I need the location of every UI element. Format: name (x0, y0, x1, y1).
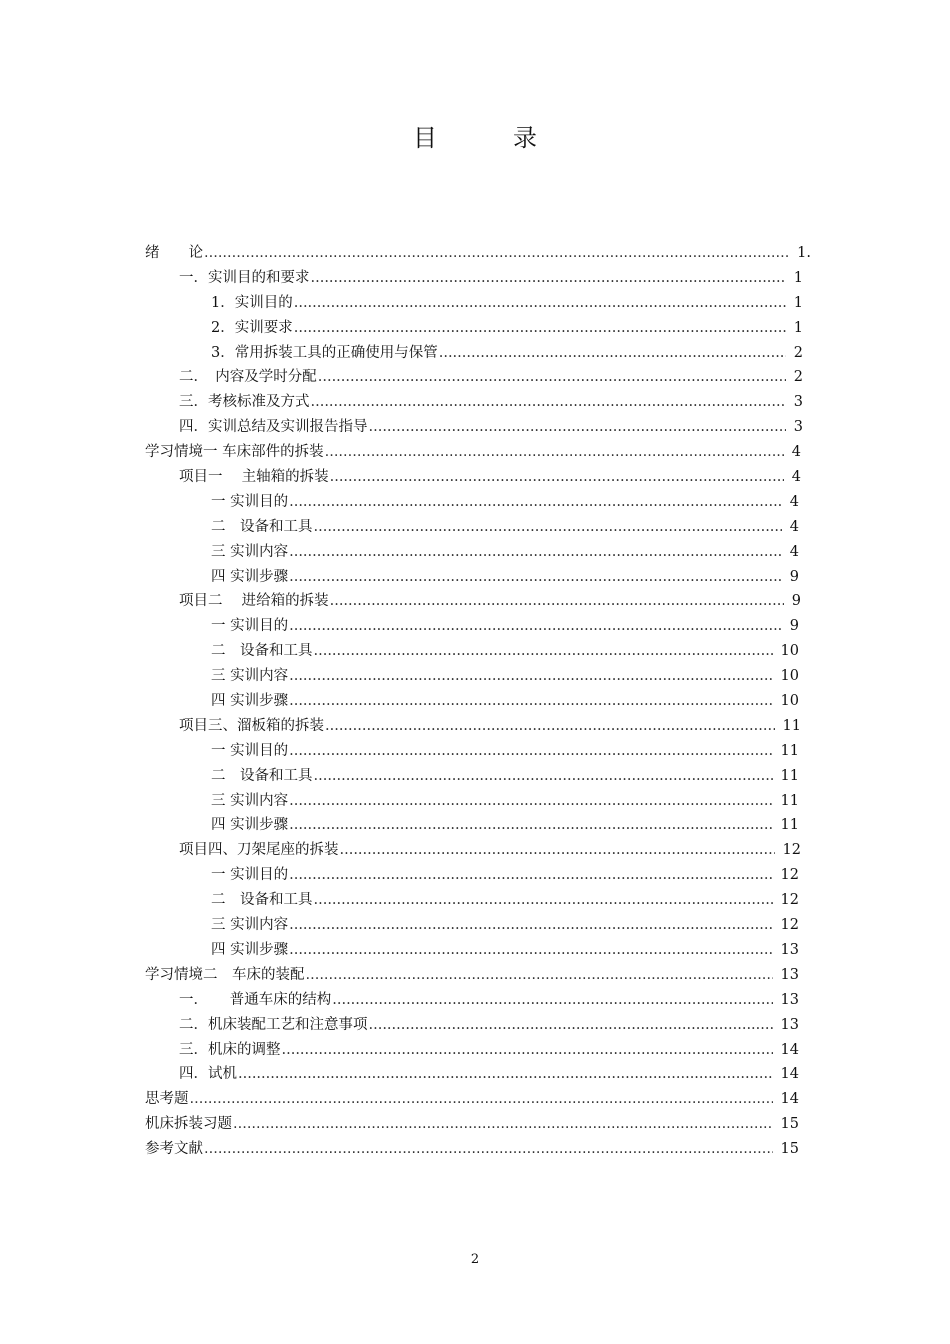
toc-entry[interactable] (145, 689, 811, 714)
toc-entry-label: 一．实训目的和要求 (179, 269, 310, 286)
toc-leader-dots (311, 266, 786, 291)
toc-entry-label: 三 实训内容 (211, 917, 289, 934)
toc-entry[interactable] (145, 938, 811, 963)
toc-leader-dots (369, 1013, 773, 1038)
toc-entry[interactable] (145, 540, 811, 565)
toc-entry-page: 13 (780, 991, 799, 1008)
toc-entry-page: 1 (793, 294, 803, 311)
toc-entry-page: 9 (789, 568, 799, 585)
toc-entry-page: 4 (789, 493, 799, 510)
toc-entry[interactable] (145, 1137, 811, 1162)
toc-entry[interactable] (145, 390, 811, 415)
toc-entry-page: 11 (780, 817, 799, 834)
toc-entry-page: 13 (780, 966, 799, 983)
toc-entry[interactable] (145, 415, 811, 440)
toc-leader-dots (190, 1087, 773, 1112)
toc-entry-page: 1. (797, 245, 811, 261)
toc-leader-dots (314, 639, 773, 664)
toc-entry-label: 四 实训步骤 (211, 941, 289, 958)
toc-entry[interactable] (145, 440, 811, 465)
toc-entry-page: 11 (780, 767, 799, 784)
toc-entry-label: 思考题 (145, 1091, 189, 1108)
toc-entry[interactable] (145, 764, 811, 789)
toc-entry-page: 13 (780, 1016, 799, 1033)
toc-entry-page: 14 (780, 1091, 799, 1108)
toc-entry[interactable] (145, 241, 811, 266)
toc-leader-dots (289, 913, 772, 938)
toc-leader-dots (330, 589, 784, 614)
toc-entry-label: 一 实训目的 (211, 867, 289, 884)
toc-entry[interactable] (145, 714, 811, 739)
toc-leader-dots (204, 241, 789, 266)
toc-entry-label: 学习情境一 车床部件的拆装 (145, 444, 324, 461)
toc-entry-label: 项目三、溜板箱的拆装 (179, 717, 324, 734)
toc-leader-dots (294, 316, 786, 341)
toc-entry[interactable] (145, 789, 811, 814)
toc-entry[interactable] (145, 515, 811, 540)
toc-entry-label: 三 实训内容 (211, 543, 289, 560)
toc-entry-label: 3．常用拆装工具的正确使用与保管 (211, 344, 438, 361)
toc-leader-dots (289, 540, 782, 565)
toc-entry-label: 项目四、刀架尾座的拆装 (179, 842, 339, 859)
toc-entry-page: 3 (793, 419, 803, 436)
toc-leader-dots (325, 440, 784, 465)
toc-leader-dots (314, 515, 782, 540)
toc-entry[interactable] (145, 813, 811, 838)
toc-entry-page: 13 (780, 941, 799, 958)
toc-leader-dots (289, 863, 772, 888)
toc-entry-label: 三 实训内容 (211, 668, 289, 685)
toc-leader-dots (330, 465, 784, 490)
toc-leader-dots (233, 1112, 773, 1137)
toc-entry[interactable] (145, 1013, 811, 1038)
toc-leader-dots (204, 1137, 773, 1162)
toc-entry-label: 学习情境二 车床的装配 (145, 966, 305, 983)
toc-entry-label: 四．实训总结及实训报告指导 (179, 419, 368, 436)
toc-entry-page: 9 (789, 618, 799, 635)
toc-title: 目 录 (413, 124, 563, 152)
toc-entry-label: 二 设备和工具 (211, 643, 313, 660)
toc-entry[interactable] (145, 614, 811, 639)
toc-entry-page: 11 (780, 742, 799, 759)
toc-entry-label: 一 实训目的 (211, 618, 289, 635)
toc-entry-label: 机床拆装习题 (145, 1116, 232, 1133)
toc-entry-label: 二 设备和工具 (211, 892, 313, 909)
toc-entry-page: 1 (793, 319, 803, 336)
toc-entry[interactable] (145, 341, 811, 366)
toc-entry-label: 一 实训目的 (211, 742, 289, 759)
toc-entry-page: 12 (782, 842, 801, 859)
toc-entry-label: 四 实训步骤 (211, 568, 289, 585)
toc-leader-dots (289, 614, 782, 639)
toc-entry-page: 10 (780, 693, 799, 710)
toc-entry-page: 12 (780, 867, 799, 884)
toc-leader-dots (439, 341, 786, 366)
table-of-contents (145, 241, 811, 1162)
toc-entry[interactable] (145, 963, 811, 988)
toc-entry[interactable] (145, 589, 811, 614)
toc-entry-label: 参考文献 (145, 1141, 203, 1158)
toc-entry-page: 4 (789, 543, 799, 560)
toc-entry[interactable] (145, 291, 811, 316)
toc-entry-label: 1．实训目的 (211, 294, 293, 311)
toc-entry-page: 9 (791, 593, 801, 610)
toc-entry[interactable] (145, 888, 811, 913)
toc-leader-dots (289, 689, 772, 714)
toc-entry-label: 一 实训目的 (211, 493, 289, 510)
toc-leader-dots (289, 664, 772, 689)
toc-entry-page: 14 (780, 1066, 799, 1083)
toc-entry[interactable] (145, 863, 811, 888)
toc-entry[interactable] (145, 565, 811, 590)
toc-entry[interactable] (145, 1087, 811, 1112)
toc-entry-page: 4 (789, 518, 799, 535)
toc-entry-label: 一． 普通车床的结构 (179, 991, 332, 1008)
toc-entry-page: 15 (780, 1141, 799, 1158)
toc-entry-page: 11 (782, 717, 801, 734)
toc-entry-label: 四 实训步骤 (211, 693, 289, 710)
toc-entry-page: 10 (780, 643, 799, 660)
toc-entry-page: 4 (791, 444, 801, 461)
toc-leader-dots (294, 291, 786, 316)
toc-leader-dots (289, 739, 772, 764)
toc-entry-page: 12 (780, 892, 799, 909)
toc-entry[interactable] (145, 739, 811, 764)
toc-entry[interactable] (145, 838, 811, 863)
toc-entry[interactable] (145, 1038, 811, 1063)
toc-leader-dots (306, 963, 773, 988)
toc-leader-dots (325, 714, 775, 739)
toc-entry[interactable] (145, 365, 811, 390)
toc-entry-label: 2．实训要求 (211, 319, 293, 336)
page-number: 2 (470, 1252, 480, 1267)
toc-entry-page: 2 (793, 369, 803, 386)
toc-entry-label: 四．试机 (179, 1066, 237, 1083)
toc-entry[interactable] (145, 490, 811, 515)
toc-leader-dots (314, 764, 773, 789)
toc-entry-page: 14 (780, 1041, 799, 1058)
toc-entry[interactable] (145, 639, 811, 664)
toc-leader-dots (289, 789, 772, 814)
toc-entry[interactable] (145, 266, 811, 291)
toc-leader-dots (311, 390, 786, 415)
toc-entry-label: 项目二 进给箱的拆装 (179, 593, 329, 610)
toc-entry-label: 二 设备和工具 (211, 767, 313, 784)
toc-entry-label: 二．机床装配工艺和注意事项 (179, 1016, 368, 1033)
toc-entry-page: 10 (780, 668, 799, 685)
toc-leader-dots (340, 838, 775, 863)
toc-leader-dots (289, 490, 782, 515)
toc-entry-page: 2 (793, 344, 803, 361)
toc-entry[interactable] (145, 913, 811, 938)
toc-entry-page: 1 (793, 269, 803, 286)
toc-leader-dots (282, 1038, 773, 1063)
toc-leader-dots (289, 565, 782, 590)
toc-entry-label: 二． 内容及学时分配 (179, 369, 317, 386)
toc-entry-label: 项目一 主轴箱的拆装 (179, 469, 329, 486)
toc-entry[interactable] (145, 1112, 811, 1137)
toc-entry[interactable] (145, 465, 811, 490)
toc-entry-page: 15 (780, 1116, 799, 1133)
toc-entry-page: 3 (793, 394, 803, 411)
toc-entry[interactable] (145, 664, 811, 689)
toc-entry-page: 4 (791, 469, 801, 486)
toc-entry-label: 绪 论 (145, 245, 203, 261)
toc-entry[interactable] (145, 316, 811, 341)
toc-leader-dots (332, 988, 772, 1013)
toc-entry-label: 三．考核标准及方式 (179, 394, 310, 411)
toc-entry-label: 三 实训内容 (211, 792, 289, 809)
toc-leader-dots (238, 1062, 773, 1087)
toc-entry-label: 三．机床的调整 (179, 1041, 281, 1058)
toc-leader-dots (318, 365, 786, 390)
toc-leader-dots (289, 938, 772, 963)
toc-entry[interactable] (145, 988, 811, 1013)
toc-entry[interactable] (145, 1062, 811, 1087)
toc-leader-dots (289, 813, 772, 838)
toc-leader-dots (314, 888, 773, 913)
toc-entry-label: 四 实训步骤 (211, 817, 289, 834)
toc-entry-label: 二 设备和工具 (211, 518, 313, 535)
toc-entry-page: 11 (780, 792, 799, 809)
toc-entry-page: 12 (780, 917, 799, 934)
toc-leader-dots (369, 415, 786, 440)
